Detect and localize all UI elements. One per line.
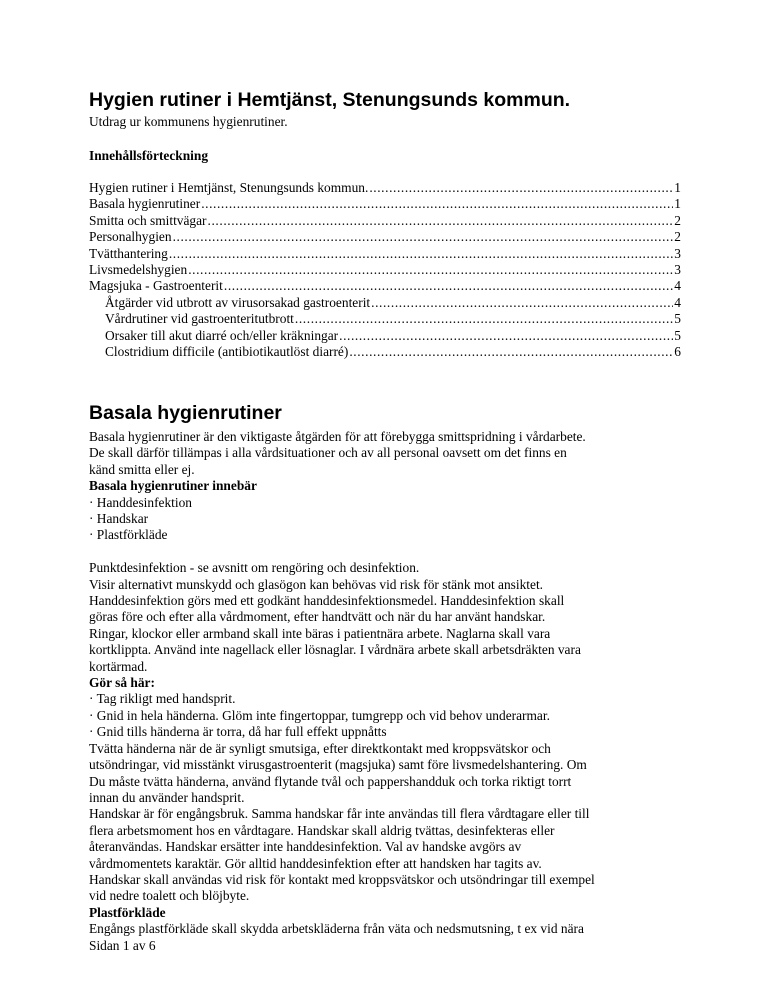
paragraph-line: Punktdesinfektion - se avsnitt om rengöring och desinfektion. bbox=[89, 560, 420, 576]
subheading: Basala hygienrutiner innebär bbox=[89, 478, 257, 494]
toc-leader bbox=[173, 229, 674, 245]
toc-entry-page: 3 bbox=[674, 245, 681, 261]
toc-entry-page: 2 bbox=[674, 212, 681, 228]
toc-entry-title: Clostridium difficile (antibiotikautlöst diarré) bbox=[105, 343, 349, 359]
bullet-item: · Handskar bbox=[89, 511, 149, 527]
page-footer: Sidan 1 av 6 bbox=[89, 937, 156, 953]
paragraph-line: Visir alternativt munskydd och glasögon kan behövas vid risk för stänk mot ansiktet. bbox=[89, 576, 544, 592]
toc-entry-title: Magsjuka - Gastroenterit bbox=[89, 278, 223, 294]
paragraph-line: Handskar skall användas vid risk för kontakt med kroppsvätskor och utsöndringar till exempel bbox=[89, 871, 595, 887]
toc-entry-page: 4 bbox=[674, 294, 681, 310]
paragraph-line: känd smitta eller ej. bbox=[89, 461, 195, 477]
toc-subentry[interactable] bbox=[89, 344, 681, 360]
toc-entry-title: Tvätthantering bbox=[89, 245, 168, 261]
paragraph-line: Engångs plastförkläde skall skydda arbetskläderna från väta och nedsmutsning, t ex vid nära bbox=[89, 921, 584, 937]
bullet-item: · Plastförkläde bbox=[89, 527, 168, 543]
bullet-item: · Tag rikligt med handsprit. bbox=[89, 691, 236, 707]
subheading: Gör så här: bbox=[89, 675, 155, 691]
toc-entry-page: 6 bbox=[674, 343, 681, 359]
toc-entry-title: Personalhygien bbox=[89, 229, 172, 245]
toc-entry-page: 5 bbox=[674, 311, 681, 327]
paragraph-line: göras före och efter alla vårdmoment, efter handtvätt och när du har använt handskar. bbox=[89, 609, 546, 625]
document-title: Hygien rutiner i Hemtjänst, Stenungsunds kommun. bbox=[89, 89, 571, 111]
toc-leader bbox=[349, 344, 673, 360]
toc-entry-title: Hygien rutiner i Hemtjänst, Stenungsunds kommun. bbox=[89, 180, 369, 195]
toc-leader bbox=[339, 328, 673, 344]
paragraph-line: kortklippta. Använd inte nagellack eller lösnaglar. I vårdnära arbete skall arbetsdräkten vara bbox=[89, 642, 581, 658]
section-heading: Basala hygienrutiner bbox=[89, 402, 282, 424]
document-subtitle: Utdrag ur kommunens hygienrutiner. bbox=[89, 114, 288, 129]
toc-entry-page: 3 bbox=[674, 261, 681, 277]
toc-entry[interactable] bbox=[89, 262, 681, 278]
toc-leader bbox=[208, 213, 674, 229]
subheading: Plastförkläde bbox=[89, 904, 166, 920]
toc-leader bbox=[201, 196, 673, 212]
toc-entry[interactable] bbox=[89, 229, 681, 245]
toc-entry[interactable] bbox=[89, 278, 681, 294]
toc-entry[interactable] bbox=[89, 246, 681, 262]
paragraph-spacer bbox=[89, 544, 681, 560]
toc-entry-page: 2 bbox=[674, 229, 681, 245]
paragraph-line: Ringar, klockor eller armband skall inte bäras i patientnära arbete. Naglarna skall vara bbox=[89, 625, 551, 641]
paragraph-line: kortärmad. bbox=[89, 658, 148, 674]
toc-entry-page: 1 bbox=[674, 180, 681, 195]
toc-heading: Innehållsförteckning bbox=[89, 148, 209, 163]
toc-entry[interactable] bbox=[89, 196, 681, 212]
toc-entry-title: Åtgärder vid utbrott av virusorsakad gastroenterit bbox=[105, 294, 371, 310]
toc-subentry[interactable] bbox=[89, 295, 681, 311]
toc-leader bbox=[295, 311, 673, 327]
section-body bbox=[89, 429, 681, 954]
toc-entry-page: 4 bbox=[674, 278, 681, 294]
toc-entry-page: 1 bbox=[674, 196, 681, 212]
toc-entry-title: Smitta och smittvägar bbox=[89, 212, 207, 228]
paragraph-line: flera arbetsmoment hos en vårdtagare. Handskar skall aldrig tvättas, desinfekteras eller bbox=[89, 822, 555, 838]
paragraph-line: innan du använder handsprit. bbox=[89, 789, 245, 805]
toc-entry[interactable] bbox=[89, 213, 681, 229]
toc-leader bbox=[169, 246, 673, 262]
toc-entry-title: Vårdrutiner vid gastroenteritutbrott bbox=[105, 311, 294, 327]
toc-leader bbox=[224, 278, 673, 294]
bullet-item: · Gnid in hela händerna. Glöm inte fingertoppar, tumgrepp och vid behov underarmar. bbox=[89, 707, 550, 723]
table-of-contents bbox=[89, 180, 681, 360]
toc-subentry[interactable] bbox=[89, 311, 681, 327]
toc-leader bbox=[371, 295, 673, 311]
toc-subentry[interactable] bbox=[89, 328, 681, 344]
toc-leader bbox=[369, 180, 673, 196]
toc-entry-title: Orsaker till akut diarré och/eller kräkningar bbox=[105, 327, 339, 343]
paragraph-line: Handskar är för engångsbruk. Samma handskar får inte användas till flera vårdtagare eller till bbox=[89, 806, 590, 822]
paragraph-line: utsöndringar, vid misstänkt virusgastroenterit (magsjuka) samt före livsmedelshantering. Om bbox=[89, 757, 587, 773]
bullet-item: · Handdesinfektion bbox=[89, 494, 193, 510]
paragraph-line: Du måste tvätta händerna, använd flytande tvål och pappershandduk och torka riktigt torrt bbox=[89, 773, 572, 789]
paragraph-line: Tvätta händerna när de är synligt smutsiga, efter direktkontakt med kroppsvätskor och bbox=[89, 740, 551, 756]
paragraph-line: Basala hygienrutiner är den viktigaste åtgärden för att förebygga smittspridning i vårdarbete. bbox=[89, 429, 586, 444]
paragraph-line: återanvändas. Handskar ersätter inte handdesinfektion. Val av handske avgörs av bbox=[89, 839, 522, 855]
paragraph-line: De skall därför tillämpas i alla vårdsituationer och av all personal oavsett om det finns en bbox=[89, 445, 567, 461]
paragraph-line: Handdesinfektion görs med ett godkänt handdesinfektionsmedel. Handdesinfektion skall bbox=[89, 593, 565, 609]
toc-entry-page: 5 bbox=[674, 327, 681, 343]
bullet-item: · Gnid tills händerna är torra, då har full effekt uppnåtts bbox=[89, 724, 387, 740]
toc-entry[interactable] bbox=[89, 180, 681, 196]
toc-leader bbox=[188, 262, 673, 278]
toc-entry-title: Basala hygienrutiner bbox=[89, 196, 201, 212]
toc-entry-title: Livsmedelshygien bbox=[89, 261, 188, 277]
paragraph-line: vårdmomentets karaktär. Gör alltid handdesinfektion efter att handsken har tagits av. bbox=[89, 855, 542, 871]
paragraph-line: vid nedre toalett och blöjbyte. bbox=[89, 888, 250, 904]
